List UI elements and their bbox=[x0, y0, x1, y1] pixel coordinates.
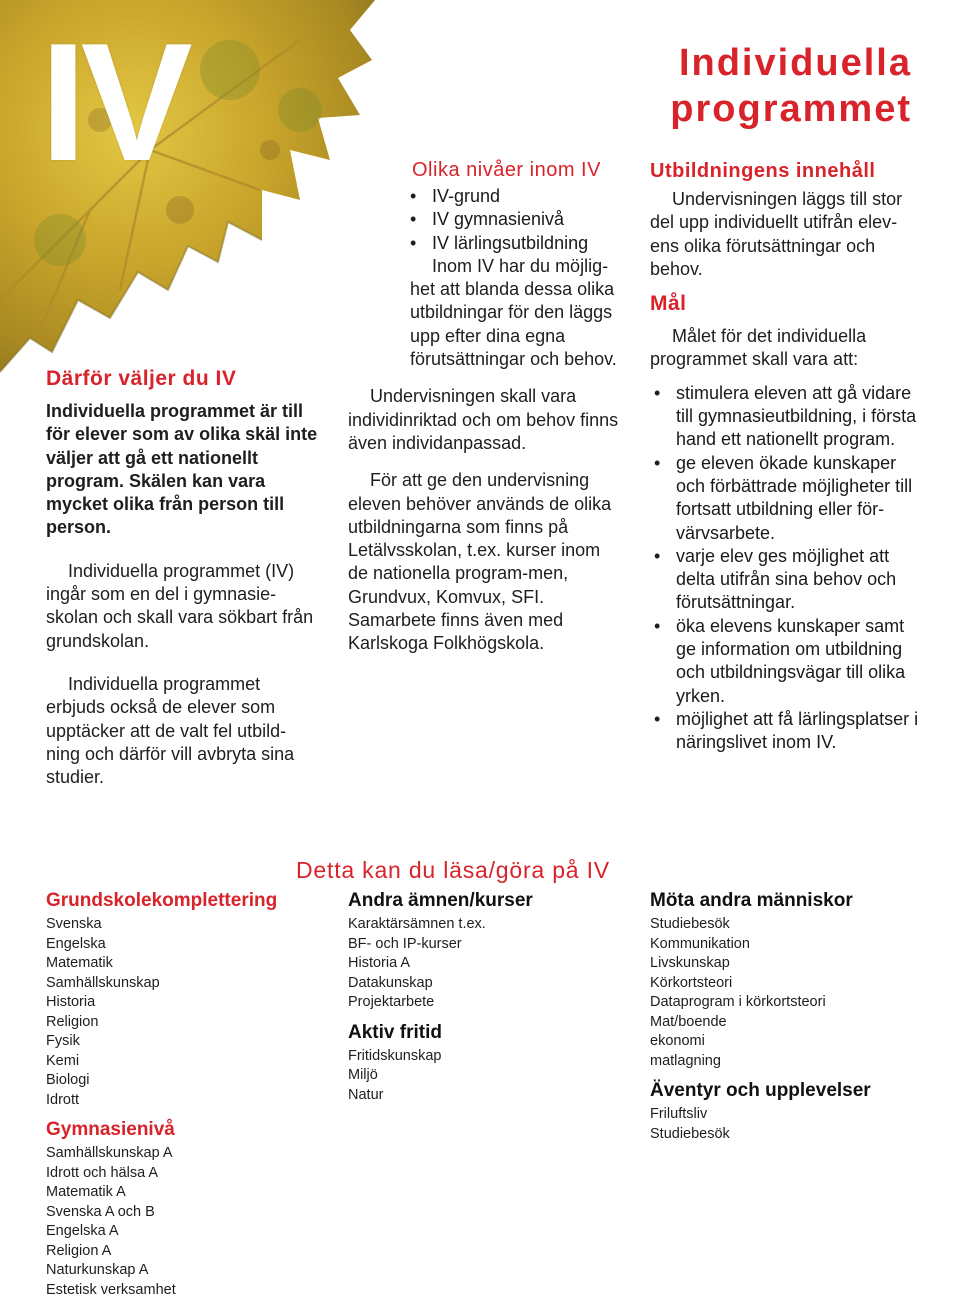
left-intro: Individuella programmet är till för elever som av olika skäl inte väljer att gå ett nationellt program. Skälen kan vara mycket olika från person till person. bbox=[46, 400, 318, 540]
col3-list-1 bbox=[650, 915, 930, 1071]
col1-heading-1: Grundskolekomplettering bbox=[46, 889, 306, 913]
col3-heading-2: Äventyr och upplevelser bbox=[650, 1079, 930, 1103]
list-item: Miljö bbox=[348, 1066, 608, 1086]
list-item: Kommunikation bbox=[650, 935, 930, 955]
title-line-1: Individuella bbox=[670, 40, 912, 86]
col1-list-1 bbox=[46, 915, 306, 1110]
list-item: Historia A bbox=[348, 954, 608, 974]
list-item: Engelska A bbox=[46, 1222, 306, 1242]
left-paragraph-1: Individuella programmet (IV) ingår som en del i gymnasie-skolan och skall vara sökbart från grundskolan. bbox=[46, 560, 318, 653]
list-item: Engelska bbox=[46, 935, 306, 955]
list-item: Samhällskunskap bbox=[46, 974, 306, 994]
list-item: Samhällskunskap A bbox=[46, 1144, 306, 1164]
col1-heading-2: Gymnasienivå bbox=[46, 1118, 306, 1142]
list-item: Kemi bbox=[46, 1052, 306, 1072]
col3-heading-1: Möta andra människor bbox=[650, 889, 930, 913]
list-item: ekonomi bbox=[650, 1032, 930, 1052]
iv-logo-mark: IV bbox=[40, 18, 187, 186]
right-column bbox=[650, 158, 922, 755]
list-item: Estetisk verksamhet bbox=[46, 1281, 306, 1300]
list-item: Matematik A bbox=[46, 1183, 306, 1203]
bottom-col-1 bbox=[46, 889, 306, 1300]
col2-list-2 bbox=[348, 1047, 608, 1106]
list-item: Projektarbete bbox=[348, 993, 608, 1013]
col2-heading-2: Aktiv fritid bbox=[348, 1021, 608, 1045]
bottom-title: Detta kan du läsa/göra på IV bbox=[296, 856, 610, 884]
list-item: • IV lärlingsutbildning bbox=[406, 232, 620, 255]
list-item: Idrott bbox=[46, 1091, 306, 1111]
goals-list bbox=[650, 382, 922, 755]
col3-list-2 bbox=[650, 1105, 930, 1144]
left-paragraph-2: Individuella programmet erbjuds också de elever som upptäcker att de valt fel utbild-ning och därför vill avbryta sina studier. bbox=[46, 673, 318, 789]
list-item: Friluftsliv bbox=[650, 1105, 930, 1125]
middle-column bbox=[348, 157, 620, 656]
list-item: • stimulera eleven att gå vidare till gymnasieutbildning, i första hand ett nationellt program. bbox=[650, 382, 922, 452]
list-item: Studiebesök bbox=[650, 1125, 930, 1145]
list-item: • varje elev ges möjlighet att delta utifrån sina behov och förutsättningar. bbox=[650, 545, 922, 615]
col2-heading-1: Andra ämnen/kurser bbox=[348, 889, 608, 913]
list-item: Matematik bbox=[46, 954, 306, 974]
col1-list-2 bbox=[46, 1144, 306, 1300]
page-title bbox=[670, 40, 912, 132]
list-item: BF- och IP-kurser bbox=[348, 935, 608, 955]
goal-intro: Målet för det individuella programmet skall vara att: bbox=[650, 325, 922, 372]
list-item: • IV gymnasienivå bbox=[406, 208, 620, 231]
list-item: Mat/boende bbox=[650, 1013, 930, 1033]
col2-list-1 bbox=[348, 915, 608, 1013]
list-item: matlagning bbox=[650, 1052, 930, 1072]
list-item: Naturkunskap A bbox=[46, 1261, 306, 1281]
goal-heading: Mål bbox=[650, 291, 922, 317]
list-item: • ge eleven ökade kunskaper och förbättrade möjligheter till fortsatt utbildning eller för-värvsarbete. bbox=[650, 452, 922, 545]
list-item: Fysik bbox=[46, 1032, 306, 1052]
list-item: Studiebesök bbox=[650, 915, 930, 935]
right-heading: Utbildningens innehåll bbox=[650, 158, 922, 184]
list-item: Idrott och hälsa A bbox=[46, 1164, 306, 1184]
left-heading: Därför väljer du IV bbox=[46, 366, 318, 392]
list-item: Körkortsteori bbox=[650, 974, 930, 994]
bottom-col-3 bbox=[650, 889, 930, 1144]
list-item: Biologi bbox=[46, 1071, 306, 1091]
list-item: Svenska A och B bbox=[46, 1203, 306, 1223]
list-item: Fritidskunskap bbox=[348, 1047, 608, 1067]
middle-paragraph-3: För att ge den undervisning eleven behöver används de olika utbildningarna som finns på Letälvsskolan, t.ex. kurser inom de nationella program-men, Grundvux, Komvux, SFI. Samarbete finns även med Karlskoga Folkhögskola. bbox=[348, 469, 620, 655]
list-item: • möjlighet att få lärlingsplatser i näringslivet inom IV. bbox=[650, 708, 922, 755]
right-paragraph-1: Undervisningen läggs till stor del upp individuellt utifrån elev-ens olika förutsättningar och behov. bbox=[650, 188, 922, 281]
levels-list bbox=[406, 185, 620, 255]
list-item: Religion bbox=[46, 1013, 306, 1033]
list-item: Dataprogram i körkortsteori bbox=[650, 993, 930, 1013]
list-item: Natur bbox=[348, 1086, 608, 1106]
list-item: Historia bbox=[46, 993, 306, 1013]
list-item: Svenska bbox=[46, 915, 306, 935]
list-item: Karaktärsämnen t.ex. bbox=[348, 915, 608, 935]
title-line-2: programmet bbox=[670, 86, 912, 132]
list-item: Datakunskap bbox=[348, 974, 608, 994]
list-item: • IV-grund bbox=[406, 185, 620, 208]
middle-paragraph-2: Undervisningen skall vara individinriktad och om behov finns även individanpassad. bbox=[348, 385, 620, 455]
middle-paragraph-1: Inom IV har du möjlig-het att blanda dessa olika utbildningar för den läggs upp efter dina egna förutsättningar och behov. bbox=[410, 255, 620, 371]
list-item: Religion A bbox=[46, 1242, 306, 1262]
left-column bbox=[46, 366, 318, 789]
middle-heading: Olika nivåer inom IV bbox=[412, 157, 620, 183]
list-item: Livskunskap bbox=[650, 954, 930, 974]
bottom-col-2 bbox=[348, 889, 608, 1105]
list-item: • öka elevens kunskaper samt ge information om utbildning och utbildningsvägar till olika yrken. bbox=[650, 615, 922, 708]
